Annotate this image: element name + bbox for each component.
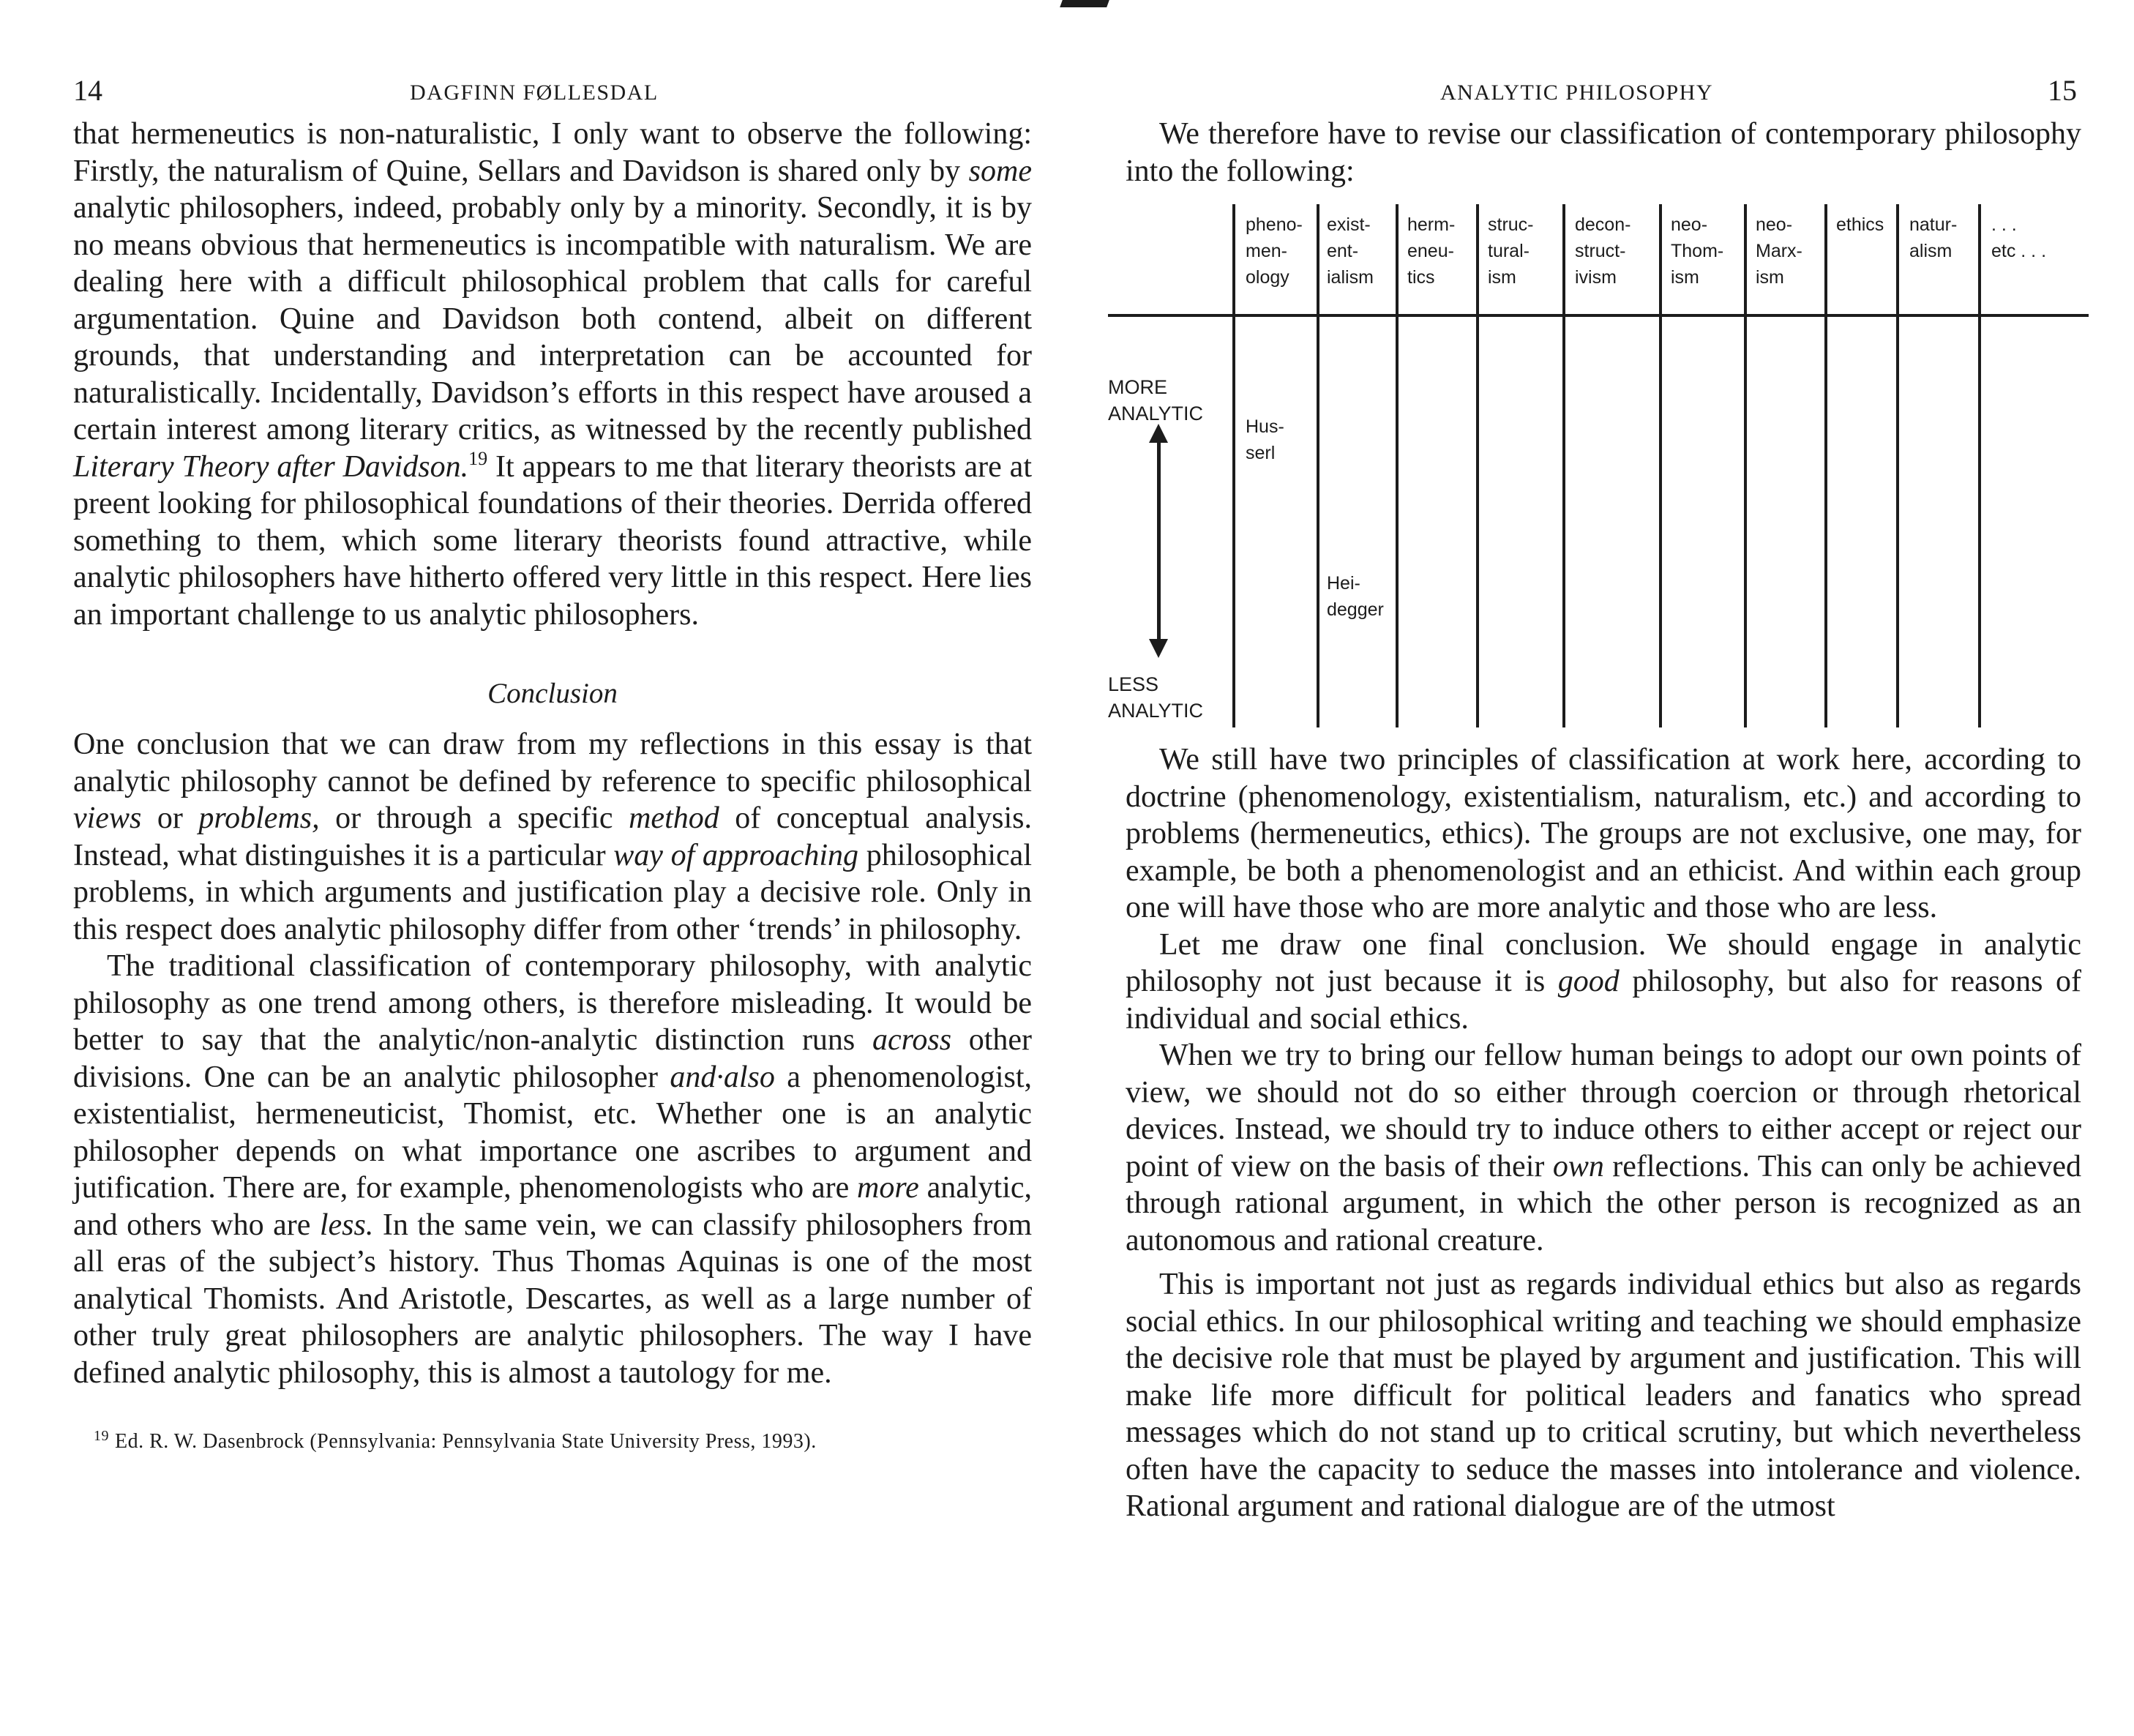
text-run: philosophy, but also for reasons of individual and social ethics.: [1126, 965, 2081, 1036]
table-column-rule: [1317, 204, 1319, 727]
right-page: [1108, 74, 2081, 1525]
emphasis: views: [73, 801, 142, 835]
emphasis: own: [1552, 1149, 1604, 1183]
emphasis: some: [968, 154, 1032, 188]
column-header-ethics: ethics: [1836, 214, 1884, 235]
column-header-structuralism: struc- tural- ism: [1488, 214, 1534, 288]
right-paragraph-2: [1126, 927, 2081, 1038]
footnote-mark: 19: [94, 1428, 109, 1444]
right-paragraph-4: [1126, 1266, 2081, 1525]
text-run: We therefore have to revise our classification of contemporary philosophy into the following:: [1126, 117, 2081, 188]
text-run: of conceptual analysis. Instead, what distinguishes it is a particular: [73, 801, 1032, 872]
footnote: [73, 1428, 1032, 1453]
left-paragraph-3: [73, 948, 1032, 1391]
text-run: reflections. This can only be achieved through rational argument, in which the other person is recognized as an autonomous and rational creature.: [1126, 1149, 2081, 1257]
table-column-rule: [1396, 204, 1399, 727]
table-column-rule: [1824, 204, 1827, 727]
table-column-rule: [1896, 204, 1899, 727]
text-run: One conclusion that we can draw from my reflections in this essay is that analytic philosophy cannot be defined by reference to specific philosophical: [73, 727, 1032, 798]
text-run: other divisions. One can be an analytic philosopher: [73, 1023, 1033, 1094]
text-run: a phenomenologist, existentialist, hermeneuticist, Thomist, etc. Whether one is an analytic philosopher depends on what importance one ascribes to argument and jutification. There are, for example, phenomenologists who are: [73, 1060, 1032, 1205]
left-paragraph-2: [73, 726, 1032, 948]
scan-mark: [1060, 0, 1109, 7]
column-header-neo-thomism: neo- Thom- ism: [1671, 214, 1724, 288]
column-header-etc: . . . etc . . .: [1991, 214, 2047, 261]
entry-heidegger: Hei- degger: [1327, 573, 1384, 620]
entry-husserl: Hus- serl: [1246, 416, 1284, 463]
right-running-head: [1126, 74, 2081, 116]
column-header-deconstructivism: decon- struct- ivism: [1575, 214, 1631, 288]
double-arrow-icon: [1156, 424, 1161, 658]
text-run: that hermeneutics is non-naturalistic, I only want to observe the following: Firstly, the naturalism of Quine, Sellars and Davidson is shared only by: [73, 117, 1032, 188]
right-running-title: ANALYTIC PHILOSOPHY: [1440, 81, 1714, 105]
right-page-number: 15: [2048, 74, 2077, 107]
column-header-hermeneutics: herm- eneu- tics: [1407, 214, 1456, 288]
table-column-rule: [1232, 204, 1235, 727]
arrow-shaft: [1157, 440, 1161, 642]
text-run: This is important not just as regards individual ethics but also as regards social ethics. In our philosophical writing and teaching we should emphasize the decisive role that must be played by argument and justification. This will make life more difficult for political leaders and fanatics who spread messages which do not stand up to critical scrutiny, but which nevertheless often have the capacity to seduce the masses into intolerance and violence. Rational argument and rational dialogue are of the utmost: [1126, 1268, 2081, 1523]
emphasis: and·also: [670, 1060, 775, 1094]
text-run: analytic, and others who are: [73, 1171, 1033, 1242]
left-page: [73, 74, 1033, 1453]
table-column-rule: [1659, 204, 1662, 727]
emphasis: way of approaching: [613, 838, 859, 872]
emphasis: more: [857, 1171, 919, 1205]
axis-label-more-analytic: MORE ANALYTIC: [1108, 376, 1204, 424]
text-run: or through a specific: [319, 801, 629, 835]
classification-table: [1108, 204, 2089, 731]
footnote-text: Ed. R. W. Dasenbrock (Pennsylvania: Pennsylvania State University Press, 1993).: [115, 1430, 817, 1453]
right-paragraph-3: [1126, 1037, 2081, 1259]
left-paragraph-1: [73, 116, 1032, 633]
emphasis: problems,: [198, 801, 320, 835]
table-header-rule: [1108, 314, 2089, 317]
text-run: Let me draw one final conclusion. We should engage in analytic philosophy not just because it is: [1126, 927, 2081, 998]
table-column-rule: [1744, 204, 1747, 727]
column-header-existentialism: exist- ent- ialism: [1327, 214, 1374, 288]
table-column-rule: [1476, 204, 1479, 727]
left-running-title: DAGFINN FØLLESDAL: [410, 81, 659, 105]
column-header-naturalism: natur- alism: [1909, 214, 1958, 261]
text-run: philosophical problems, in which arguments and justification play a decisive role. Only in this respect does analytic philosophy differ from other ‘trends’ in philosophy.: [73, 838, 1032, 946]
text-run: analytic philosophers, indeed, probably only by a minority. Secondly, it is by no means obvious that hermeneutics is incompatible with naturalism. We are dealing here with a difficult philosophical problem that calls for careful argumentation. Quine and Davidson both contend, albeit on different grounds, that understanding and interpretation can be accounted for naturalistically. Incidentally, Davidson’s efforts in this respect have aroused a certain interest among literary critics, as witnessed by the recently published: [73, 191, 1032, 446]
text-run: When we try to bring our fellow human beings to adopt our own points of view, we should not do so either through coercion or through rhetorical devices. Instead, we should try to induce others to either accept or reject our point of view on the basis of their: [1126, 1039, 2081, 1183]
section-heading-conclusion: Conclusion: [487, 678, 618, 709]
footnote-reference: 19: [468, 447, 488, 469]
text-run: In the same vein, we can classify philosophers from all eras of the subject’s history. Thus Thomas Aquinas is one of the most analytical Thomists. And Aristotle, Descartes, as well as a large number of other truly great philosophers are analytic philosophers. The way I have defined analytic philosophy, this is almost a tautology for me.: [73, 1208, 1032, 1390]
axis-label-less-analytic: LESS ANALYTIC: [1108, 673, 1204, 722]
table-column-rule: [1978, 204, 1981, 727]
text-run: We still have two principles of classification at work here, according to doctrine (phenomenology, existentialism, naturalism, etc.) and according to problems (hermeneutics, ethics). The groups are not exclusive, one may, for example, be both a phenomenologist and an ethicist. And within each group one will have those who are more analytic and those who are less.: [1126, 743, 2081, 924]
emphasis: Literary Theory after Davidson.: [73, 449, 469, 484]
emphasis: across: [872, 1023, 952, 1057]
column-header-neo-marxism: neo- Marx- ism: [1756, 214, 1802, 288]
text-run: The traditional classification of contemporary philosophy, with analytic philosophy as one trend among others, is therefore misleading. It would be better to say that the analytic/non-analytic distinction runs: [73, 949, 1032, 1057]
emphasis: method: [629, 801, 719, 835]
emphasis: less.: [319, 1208, 374, 1242]
arrow-head-down-icon: [1149, 639, 1168, 658]
column-header-phenomenology: pheno- men- ology: [1246, 214, 1303, 288]
right-paragraph-1: [1126, 741, 2081, 927]
table-column-rule: [1562, 204, 1565, 727]
text-run: It appears to me that literary theorists are at preent looking for philosophical foundations of their theories. Derrida offered something to them, which some literary theorists found attractive, while analytic philosophers have hitherto offered very little in this respect. Here lies an important challenge to us analytic philosophers.: [73, 449, 1032, 632]
left-running-head: [73, 74, 1032, 116]
right-intro-paragraph: [1126, 116, 2081, 190]
emphasis: good: [1557, 965, 1620, 998]
text-run: or: [141, 801, 199, 835]
left-page-number: 14: [73, 74, 102, 107]
